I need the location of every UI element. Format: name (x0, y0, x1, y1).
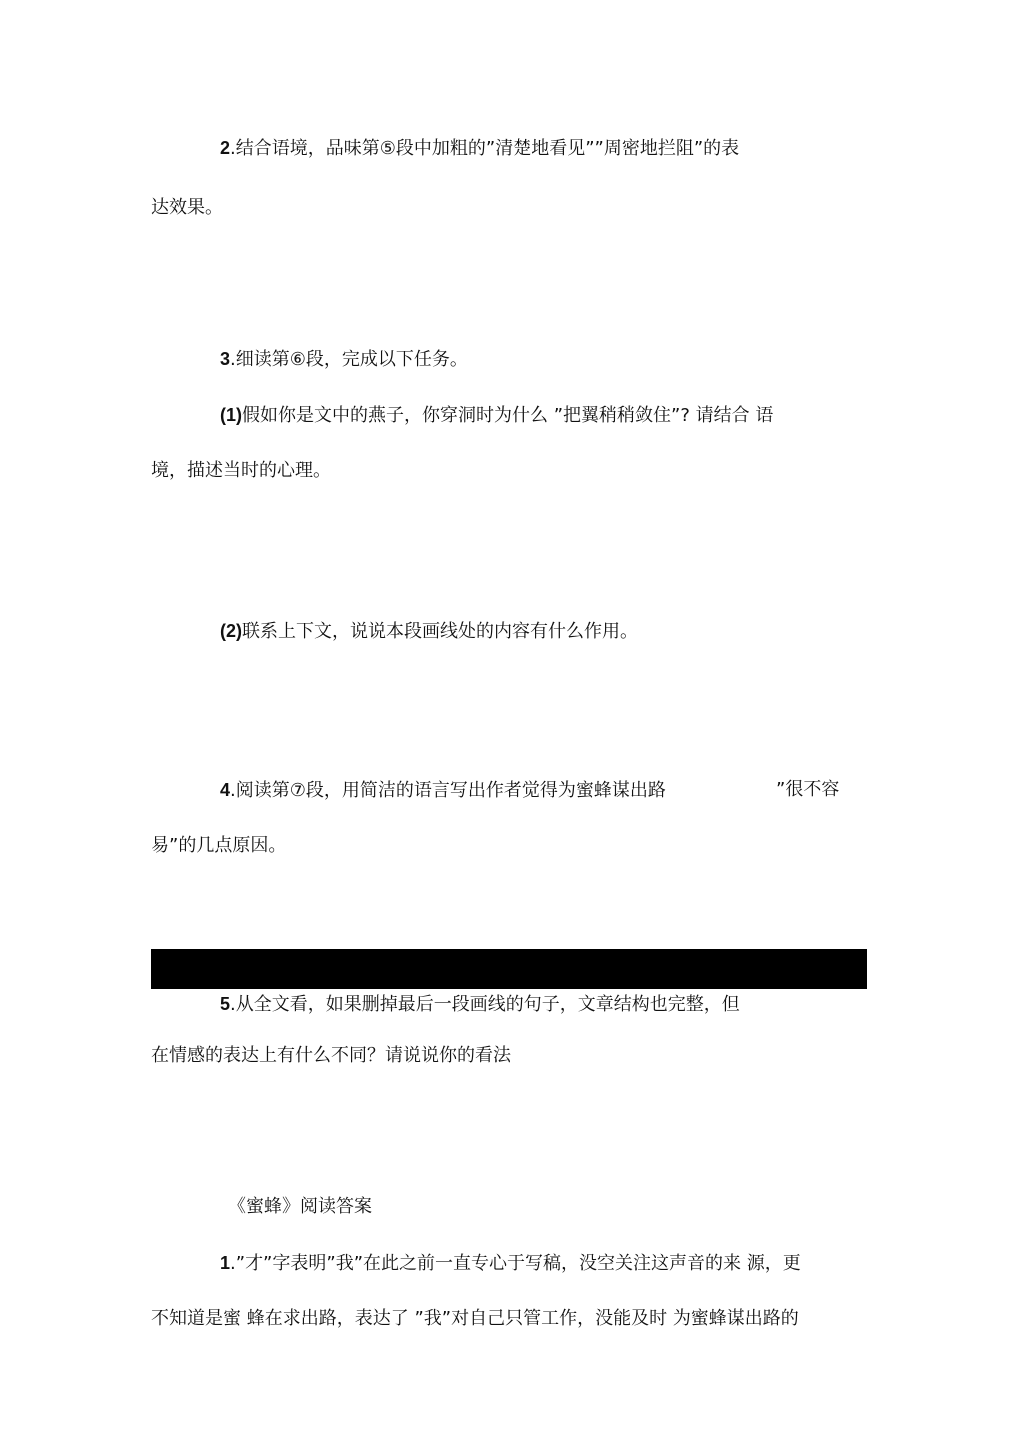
question-2-line-1 (220, 136, 739, 161)
answer-1-number: 1 (220, 1253, 231, 1273)
question-3-line-1 (220, 347, 468, 372)
question-4-text: .阅读第⑦段，用简洁的语言写出作者觉得为蜜蜂谋出路 (230, 780, 666, 801)
answers-title: 《蜜蜂》阅读答案 (228, 1196, 372, 1217)
question-3-sub-1-line-1 (220, 403, 773, 428)
question-3-sub-1-number: (1) (220, 405, 242, 425)
answer-1-line-2: 不知道是蜜 蜂在求出路，表达了 ”我”对自己只管工作，没能及时 为蜜蜂谋出路的 (151, 1308, 799, 1329)
question-3-sub-1-line-2: 境，描述当时的心理。 (151, 460, 331, 481)
answer-1-line-1 (220, 1251, 801, 1276)
question-2-line-2: 达效果。 (151, 197, 223, 218)
question-5-line-2: 在情感的表达上有什么不同？请说说你的看法 (151, 1045, 511, 1066)
question-2-number: 2 (220, 138, 231, 158)
question-4-number: 4 (220, 780, 231, 800)
question-5-text: .从全文看，如果删掉最后一段画线的句子，文章结构也完整，但 (230, 994, 740, 1015)
question-3-text: .细读第⑥段，完成以下任务。 (230, 349, 468, 370)
question-3-number: 3 (220, 349, 231, 369)
question-4-line-1-tail: ”很不容 (776, 779, 840, 800)
question-3-sub-2-text: 联系上下文，说说本段画线处的内容有什么作用。 (242, 621, 638, 642)
question-5-number: 5 (220, 994, 231, 1014)
question-3-sub-2-number: (2) (220, 621, 242, 641)
redaction-bar (151, 949, 867, 989)
question-2-text: .结合语境，品味第⑤段中加粗的”清楚地看见””周密地拦阻”的表 (230, 138, 740, 159)
question-4-line-2: 易”的几点原因。 (151, 835, 287, 856)
question-3-sub-1-text: 假如你是文中的燕子，你穿洞时为什么 ”把翼稍稍敛住”? 请结合 语 (242, 405, 774, 426)
answer-1-text: .”才”字表明”我”在此之前一直专心于写稿，没空关注这声音的来 源，更 (230, 1253, 801, 1274)
question-4-line-1 (220, 778, 666, 803)
question-5-line-1 (220, 992, 740, 1017)
question-3-sub-2-line-1 (220, 619, 638, 644)
